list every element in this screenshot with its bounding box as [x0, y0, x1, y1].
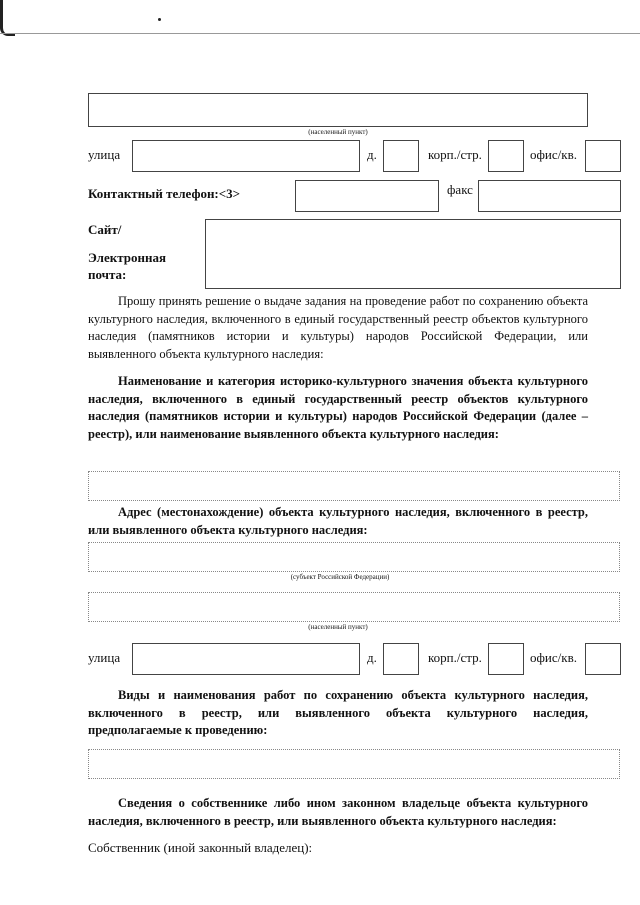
- house-label-1: д.: [367, 147, 377, 162]
- office-label-1: офис/кв.: [530, 147, 577, 162]
- request-paragraph: Прошу принять решение о выдаче задания на проведение работ по сохранению объекта культурного наследия, включенного в единый государственный реестр объектов культурного наследия (памятников истории и культуры) народов Российской Федерации, или выявленного объекта культурного наследия:: [88, 294, 588, 361]
- owner-heading: Сведения о собственнике либо ином законном владельце объекта культурного наследия, включенного в реестр, или выявленного объекта культурного наследия:: [88, 796, 588, 828]
- locality-input-1[interactable]: [88, 93, 588, 127]
- office-label-2: офис/кв.: [530, 650, 577, 665]
- office-input-1[interactable]: [585, 140, 621, 172]
- site-label: Сайт/: [88, 222, 122, 237]
- house-input-2[interactable]: [383, 643, 419, 675]
- street-input-2[interactable]: [132, 643, 360, 675]
- owner-label: Собственник (иной законный владелец):: [88, 840, 313, 855]
- locality-caption-1: (населенный пункт): [308, 128, 368, 136]
- scan-corner-mark: [0, 0, 15, 36]
- works-heading: Виды и наименования работ по сохранению объекта культурного наследия, включенного в реестр, или выявленного объекта культурного наследия, предполагаемые к проведению:: [88, 688, 588, 737]
- office-input-2[interactable]: [585, 643, 621, 675]
- fax-label: факс: [447, 182, 473, 197]
- region-caption: (субъект Российской Федерации): [290, 573, 390, 581]
- street-label-2: улица: [88, 650, 121, 665]
- building-label-1: корп./стр.: [428, 147, 482, 162]
- building-input-1[interactable]: [488, 140, 524, 172]
- locality-caption-2: (населенный пункт): [308, 623, 368, 631]
- house-label-2: д.: [367, 650, 377, 665]
- region-input[interactable]: [88, 542, 620, 572]
- scan-dot: [158, 18, 161, 21]
- works-input[interactable]: [88, 749, 620, 779]
- street-input-1[interactable]: [132, 140, 360, 172]
- object-address-heading: Адрес (местонахождение) объекта культурного наследия, включенного в реестр, или выявленного объекта культурного наследия:: [88, 505, 588, 537]
- phone-input[interactable]: [295, 180, 439, 212]
- email-label-line1: Электронная: [88, 250, 166, 265]
- object-name-input[interactable]: [88, 471, 620, 501]
- object-name-heading: Наименование и категория историко-культурного значения объекта культурного наследия, включенного в единый государственный реестр объектов культурного наследия (памятников истории и культуры) народов Российской Федерации (далее – реестр), или наименование выявленного объекта культурного наследия:: [88, 374, 588, 441]
- house-input-1[interactable]: [383, 140, 419, 172]
- top-rule: [0, 33, 640, 34]
- building-label-2: корп./стр.: [428, 650, 482, 665]
- site-email-input[interactable]: [205, 219, 621, 289]
- street-label-1: улица: [88, 147, 121, 162]
- fax-input[interactable]: [478, 180, 621, 212]
- locality-input-2[interactable]: [88, 592, 620, 622]
- email-label-line2: почта:: [88, 267, 127, 282]
- phone-label: Контактный телефон:<3>: [88, 186, 241, 201]
- building-input-2[interactable]: [488, 643, 524, 675]
